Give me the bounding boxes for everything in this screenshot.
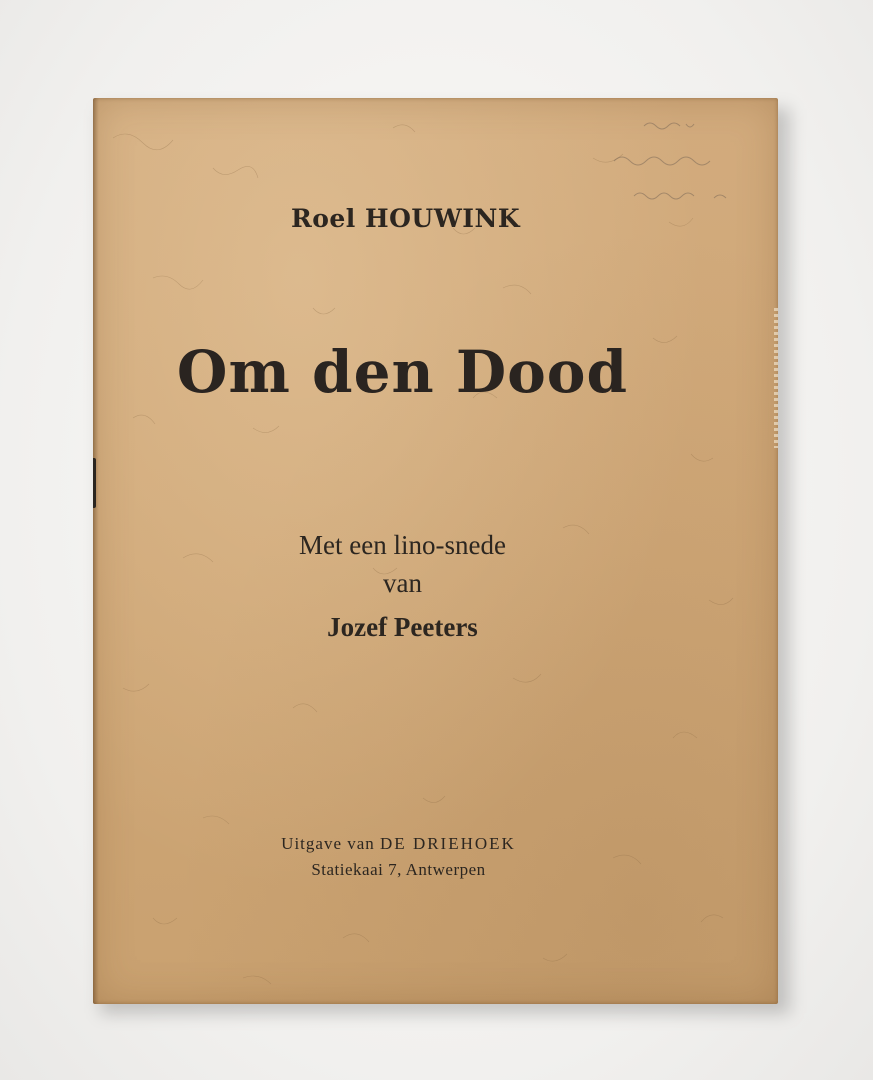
illustrator-name: Jozef Peeters xyxy=(327,612,478,642)
binding-mark xyxy=(93,458,96,508)
publisher-line xyxy=(93,834,741,854)
author-name: Roel HOUWINK xyxy=(290,204,521,233)
subtitle-connector: van xyxy=(383,568,422,598)
publisher-address: Statiekaai 7, Antwerpen xyxy=(311,860,486,879)
publisher-name: DE DRIEHOEK xyxy=(380,834,516,853)
book-title: Om den Dood xyxy=(176,338,629,406)
publisher-prefix: Uitgave van xyxy=(281,834,375,853)
book-cover xyxy=(93,98,778,1004)
subtitle-line: Met een lino-snede xyxy=(299,530,506,560)
frayed-edge xyxy=(774,308,778,448)
